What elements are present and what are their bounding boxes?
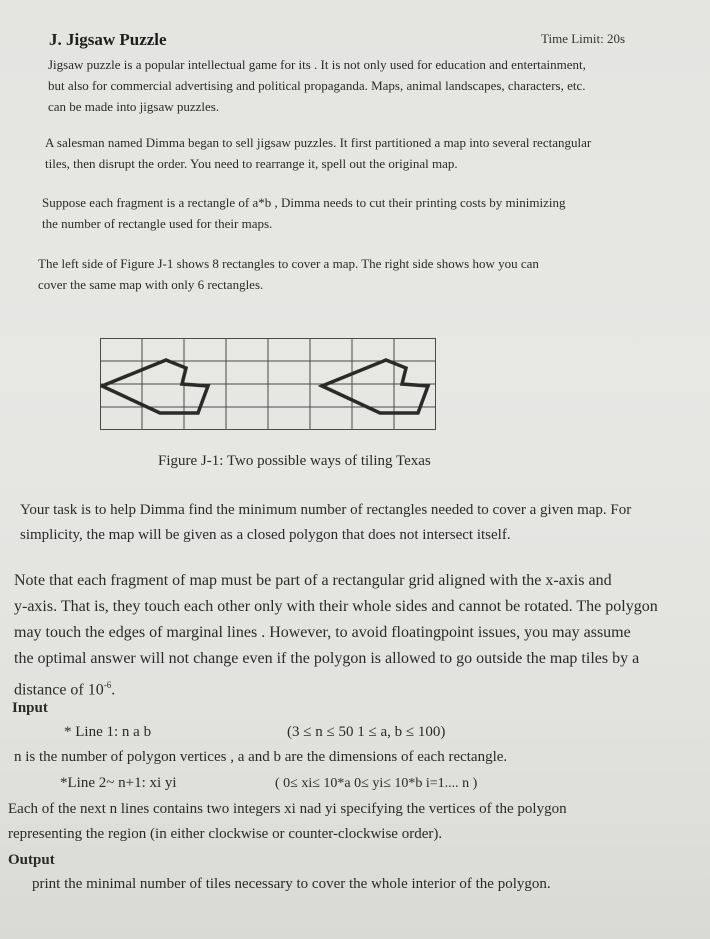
input-line1-range: (3 ≤ n ≤ 50 1 ≤ a, b ≤ 100) xyxy=(287,724,446,740)
input-line2-range: ( 0≤ xi≤ 10*a 0≤ yi≤ 10*b i=1.... n ) xyxy=(275,776,478,791)
time-limit: Time Limit: 20s xyxy=(541,31,626,46)
output-heading: Output xyxy=(8,852,55,868)
texas-shape-right xyxy=(322,360,428,413)
figure-tiling xyxy=(100,338,436,430)
input-line2: *Line 2~ n+1: xi yi xyxy=(60,775,177,791)
texas-shape-left xyxy=(102,360,208,413)
page-title: J. Jigsaw Puzzle xyxy=(49,30,167,49)
paragraph-figure-ref: The left side of Figure J-1 shows 8 rectangles to cover a map. The right side shows how you can cover the same map with only 6 rectangles. xyxy=(38,256,539,292)
input-desc1: n is the number of polygon vertices , a and b are the dimensions of each rectangle. xyxy=(14,749,508,765)
input-heading: Input xyxy=(12,700,48,716)
input-desc2: Each of the next n lines contains two integers xi nad yi specifying the vertices of the polygon representing the region (in either clockwise or counter-clockwise order). xyxy=(8,801,567,842)
input-line1: * Line 1: n a b xyxy=(64,724,152,740)
grid-lines xyxy=(100,338,436,430)
paragraph-salesman: A salesman named Dimma began to sell jigsaw puzzles. It first partitioned a map into several rectangular tiles, then disrupt the order. You need to rearrange it, spell out the original map. xyxy=(45,135,592,171)
distance-line: distance of $10^{-6}$. xyxy=(14,680,116,699)
paragraph-task: Your task is to help Dimma find the minimum number of rectangles needed to cover a given map. For simplicity, the map will be given as a closed polygon that does not intersect itself. xyxy=(20,502,632,543)
output-desc: print the minimal number of tiles necessary to cover the whole interior of the polygon. xyxy=(32,876,551,892)
paragraph-notes: Note that each fragment of map must be part of a rectangular grid aligned with the x-axis and y-axis. That is, they touch each other only with their whole sides and cannot be rotated. The polygon may touch the edges of marginal lines . However, to avoid floatingpoint issues, you may assume the optimal answer will not change even if the polygon is allowed to go outside the map tiles by a distance of $10^{-6}$. xyxy=(14,568,658,703)
paragraph-fragment: Suppose each fragment is a rectangle of a*b , Dimma needs to cut their printing costs by minimizing the number of rectangle used for their maps. xyxy=(42,195,566,231)
paragraph-intro: Jigsaw puzzle is a popular intellectual game for its . It is not only used for education and entertainment, but also for commercial advertising and political propaganda. Maps, animal landscapes, characters, etc. can be made into jigsaw puzzles. xyxy=(48,57,586,114)
figure-caption: Figure J-1: Two possible ways of tiling Texas xyxy=(158,453,431,469)
